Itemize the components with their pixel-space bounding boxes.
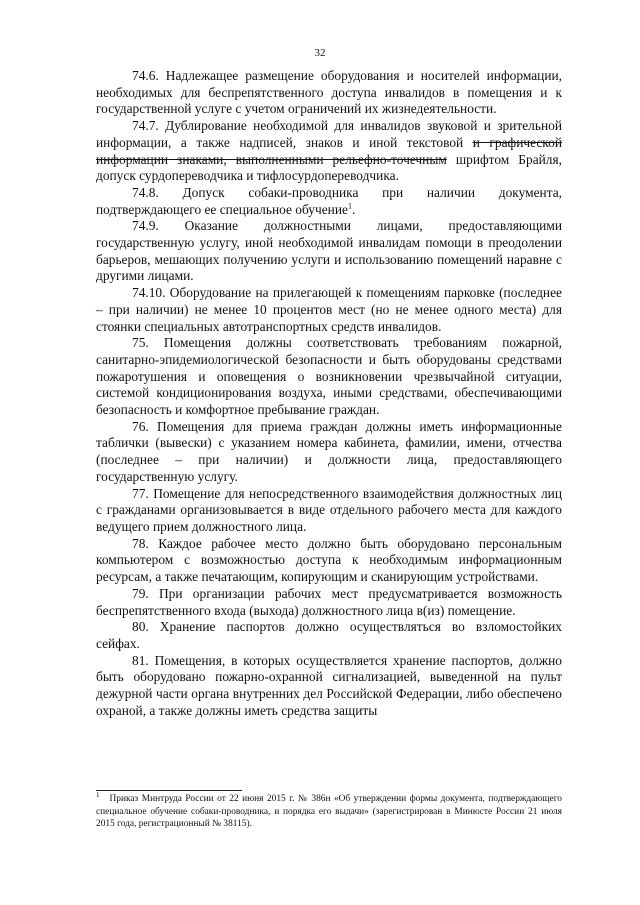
paragraph-74-7-strikethrough: и графической информации знаками, выполненными рельефно-точечным [96, 134, 562, 167]
paragraph-74-6: 74.6. Надлежащее размещение оборудования и носителей информации, необходимых для беспрепятственного доступа инвалидов в помещения и к государственной услуге с учетом ограничений их жизнедеятельности. [96, 68, 562, 117]
paragraph-81: 81. Помещения, в которых осуществляется хранение паспортов, должно быть оборудовано пожарно-охранной сигнализацией, выведенной на пульт дежурной части органа внутренних дел Российской Федерации, либо обеспечено охраной, а также должны иметь средства защиты [96, 652, 562, 718]
paragraph-74-9: 74.9. Оказание должностными лицами, предоставляющими государственную услугу, иной необходимой инвалидам помощи в преодолении барьеров, мешающих получению услуги и использованию помещений наравне с другими лицами. [96, 218, 562, 284]
paragraph-74-8-end: . [351, 201, 356, 217]
paragraph-77: 77. Помещение для непосредственного взаимодействия должностных лиц с гражданами организовывается в виде отдельного рабочего места для каждого ведущего прием должностного лица. [96, 485, 562, 534]
paragraph-74-10: 74.10. Оборудование на прилегающей к помещениям парковке (последнее – при наличии) не менее 10 процентов мест (но не менее одного места) для стоянки специальных автотранспортных средств инвалидов. [96, 285, 562, 334]
footnote-mark: 1 [96, 790, 100, 799]
paragraph-74-7-part-b: шрифтом Брайля, допуск сурдопереводчика и тифлосурдопереводчика. [96, 151, 562, 184]
paragraph-75: 75. Помещения должны соответствовать требованиям пожарной, санитарно-эпидемиологической безопасности и быть оборудованы средствами пожаротушения и оповещения о возникновении чрезвычайной ситуации, системой кондиционирования воздуха, иными средствами, обеспечивающими безопасность и комфортное пребывание граждан. [96, 335, 562, 418]
paragraph-74-8-text: 74.8. Допуск собаки-проводника при наличии документа, подтверждающего ее специальное обучение [96, 184, 562, 217]
page-number: 32 [314, 47, 326, 59]
paragraph-74-8 [96, 185, 562, 218]
paragraph-79: 79. При организации рабочих мест предусматривается возможность беспрепятственного входа (выхода) должностного лица в(из) помещение. [96, 585, 562, 618]
paragraph-76: 76. Помещения для приема граждан должны иметь информационные таблички (вывески) с указанием номера кабинета, фамилии, имени, отчества (последнее – при наличии) и должности лица, предоставляющего государственную услугу. [96, 418, 562, 484]
paragraph-78: 78. Каждое рабочее место должно быть оборудовано персональным компьютером с возможностью доступа к необходимым информационным ресурсам, а также печатающим, копирующим и сканирующим устройствами. [96, 535, 562, 585]
paragraph-74-7 [96, 118, 562, 185]
paragraph-74-7-part-a: 74.7. Дублирование необходимой для инвалидов звуковой и зрительной информации, а также надписей, знаков и иной текстовой [96, 118, 562, 150]
document-body [96, 68, 562, 719]
footnote-divider [96, 790, 242, 791]
paragraph-80: 80. Хранение паспортов должно осуществляться во взломостойких сейфах. [96, 619, 562, 651]
footnote-reference[interactable]: 1 [347, 201, 352, 211]
footnote-text: Приказ Минтруда России от 22 июня 2015 г. № 386н «Об утверждении формы документа, подтверждающего специальное обучение собаки-проводника, и порядка его выдачи» (зарегистрирован в Минюсте России 21 июля 2015 года, регистрационный № 38115). [96, 794, 562, 829]
footnote [96, 790, 562, 831]
